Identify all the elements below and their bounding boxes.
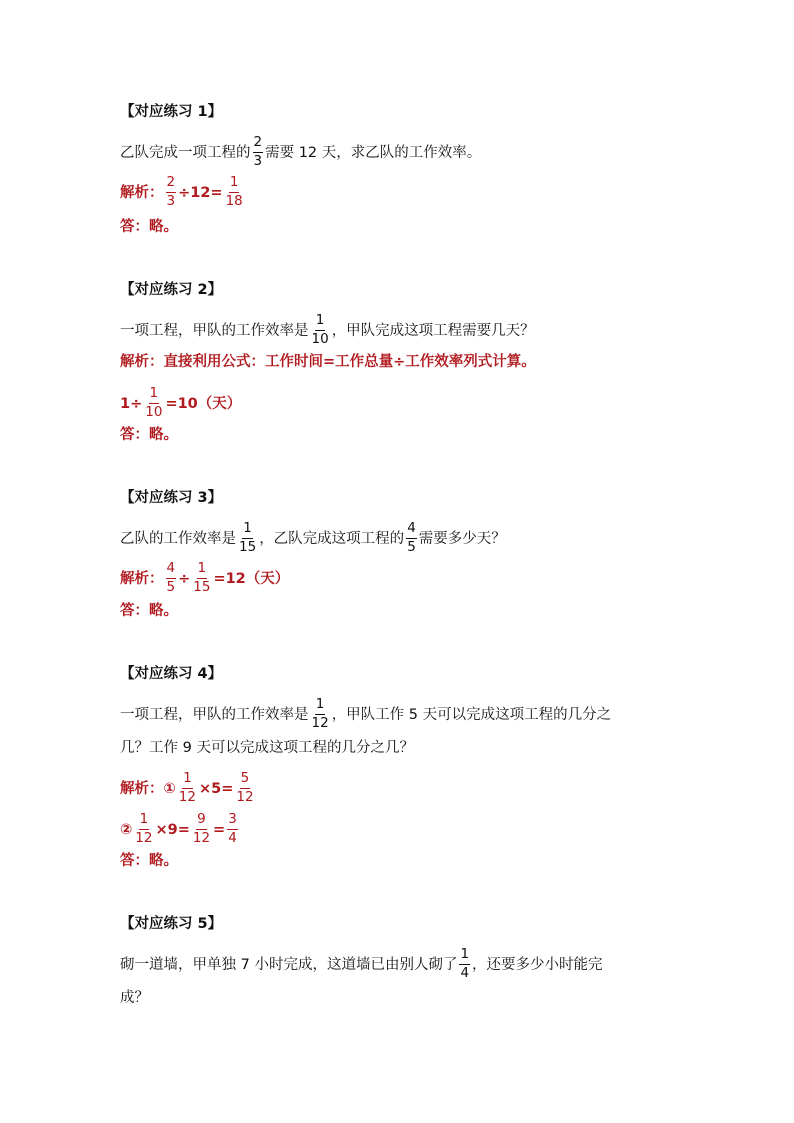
question-text: [120, 312, 535, 347]
question-part: 一项工程，甲队的工作效率是: [120, 323, 309, 339]
fraction: $\frac{1}{12}$: [178, 770, 196, 805]
fraction: $\frac{1}{10}$: [311, 312, 329, 347]
solution-label: ②: [120, 822, 133, 838]
fraction: $\frac{1}{15}$: [239, 520, 257, 555]
result: =12（天）: [213, 571, 290, 587]
solution: [120, 174, 246, 209]
question-text-line-2: 成？: [120, 990, 149, 1006]
question-part: 乙队完成一项工程的: [120, 145, 251, 161]
answer: 答：略。: [120, 853, 178, 869]
fraction: $\frac{1}{15}$: [193, 560, 211, 595]
operator: 1÷: [120, 396, 143, 412]
solution: [120, 385, 242, 420]
question-text: [120, 946, 603, 981]
exercise-heading: 【对应练习 2】: [120, 282, 223, 298]
question-text-line-2: 几？工作 9 天可以完成这项工程的几分之几？: [120, 740, 414, 756]
question-text: [120, 520, 506, 555]
fraction: $\frac{1}{18}$: [225, 174, 243, 209]
solution-step-1: [120, 770, 257, 805]
result: =10（天）: [165, 396, 242, 412]
fraction: $\frac{4}{5}$: [407, 520, 416, 555]
fraction: $\frac{4}{5}$: [166, 560, 176, 595]
question-text: [120, 134, 482, 169]
question-part: 需要 12 天，求乙队的工作效率。: [265, 145, 482, 161]
solution-explanation: 解析：直接利用公式：工作时间=工作总量÷工作效率列式计算。: [120, 354, 536, 370]
operator: ÷: [178, 571, 191, 587]
exercise-heading: 【对应练习 5】: [120, 916, 223, 932]
solution-label: 解析：①: [120, 781, 176, 797]
fraction: $\frac{9}{12}$: [192, 811, 211, 846]
fraction: $\frac{3}{4}$: [228, 811, 237, 846]
question-part: 乙队的工作效率是: [120, 531, 236, 547]
question-part: 需要多少天？: [418, 531, 506, 547]
question-part: ，甲队工作 5 天可以完成这项工程的几分之: [331, 707, 612, 723]
solution-step-2: [120, 811, 240, 846]
fraction: $\frac{1}{12}$: [135, 811, 153, 846]
solution-label: 解析：: [120, 571, 164, 587]
operator: ×9=: [155, 822, 190, 838]
question-part: 砌一道墙，甲单独 7 小时完成，这道墙已由别人砌了: [120, 957, 458, 973]
question-part: ，甲队完成这项工程需要几天？: [331, 323, 535, 339]
answer: 答：略。: [120, 427, 178, 443]
fraction: $\frac{5}{12}$: [236, 770, 254, 805]
operator: ×5=: [198, 781, 234, 797]
question-text: [120, 696, 612, 731]
question-part: 一项工程，甲队的工作效率是: [120, 707, 309, 723]
answer: 答：略。: [120, 219, 178, 235]
operator: =: [213, 822, 226, 838]
question-part: ，还要多少小时能完: [472, 957, 603, 973]
exercise-heading: 【对应练习 3】: [120, 490, 223, 506]
answer: 答：略。: [120, 603, 178, 619]
solution: [120, 560, 290, 595]
fraction: $\frac{2}{3}$: [253, 134, 263, 169]
exercise-heading: 【对应练习 1】: [120, 104, 223, 120]
question-part: ，乙队完成这项工程的: [259, 531, 405, 547]
fraction: $\frac{1}{4}$: [460, 946, 470, 981]
exercise-heading: 【对应练习 4】: [120, 666, 223, 682]
solution-label: 解析：: [120, 185, 164, 201]
fraction: $\frac{2}{3}$: [166, 174, 176, 209]
fraction: $\frac{1}{12}$: [311, 696, 329, 731]
fraction: $\frac{1}{10}$: [145, 385, 163, 420]
operator: ÷12=: [178, 185, 223, 201]
